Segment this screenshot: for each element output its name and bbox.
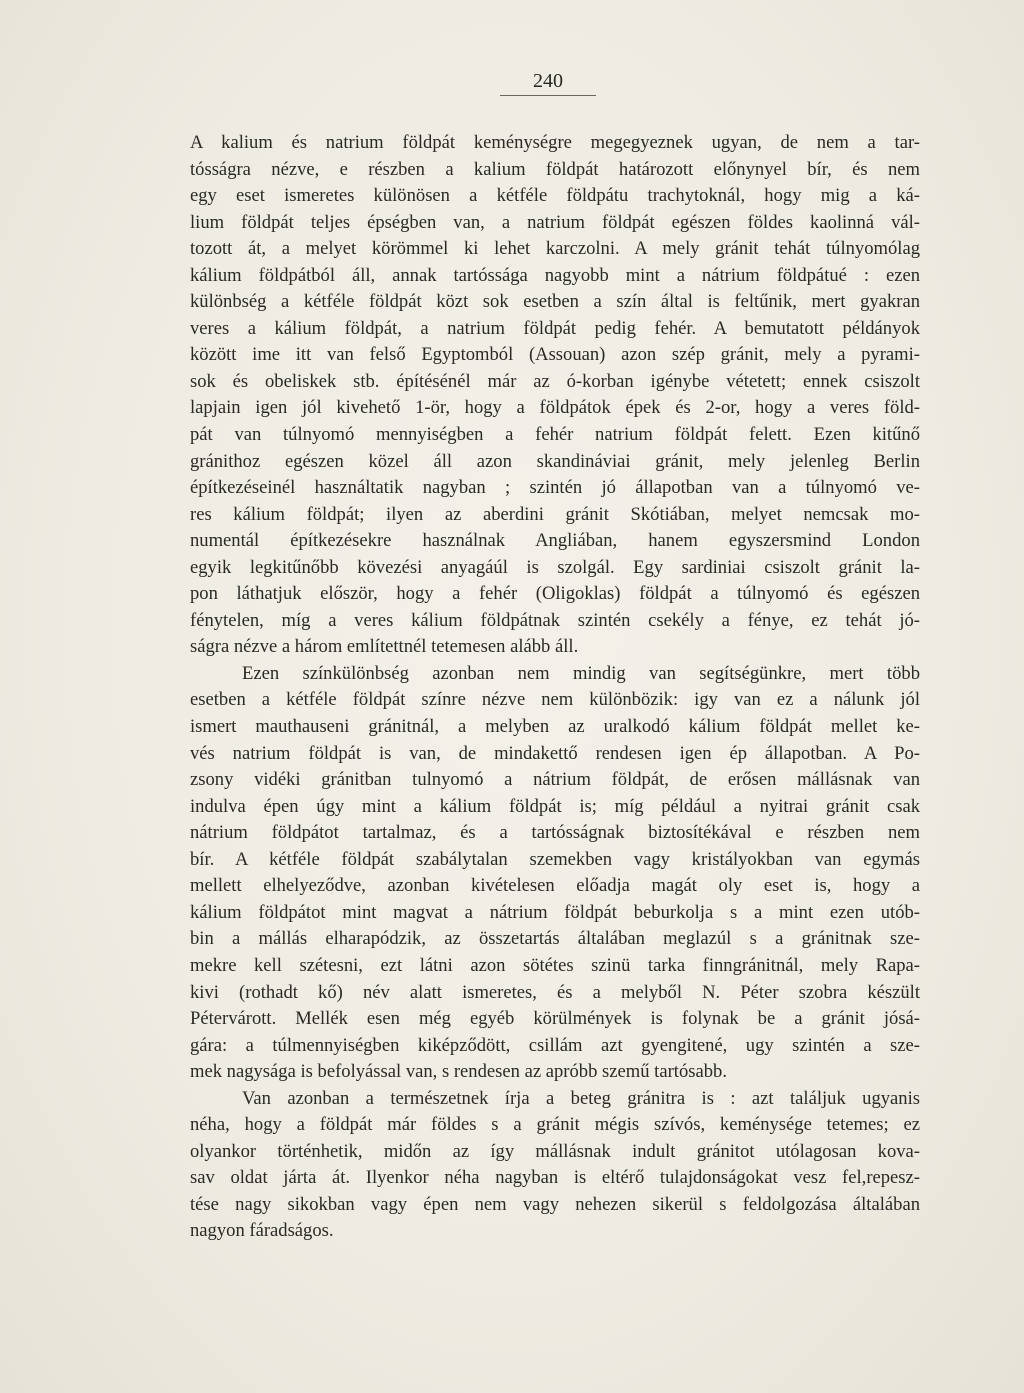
text-line: ismert mauthauseni gránitnál, a melyben az uralkodó kálium földpát mellet ke- <box>190 716 920 738</box>
page-number: 240 <box>500 70 596 96</box>
body-text <box>190 130 920 1245</box>
text-line: tósságra nézve, e részben a kalium földpát határozott előnynyel bír, és nem <box>190 158 920 180</box>
text-line: tozott át, a melyet körömmel ki lehet karczolni. A mely gránit tehát túlnyomólag <box>190 238 920 260</box>
text-line: olyankor történhetik, midőn az így mállásnak indult gránitot utólagosan kova- <box>190 1140 920 1162</box>
text-line: numentál építkezésekre használnak Angliában, hanem egyszersmind London <box>190 530 920 552</box>
text-line: néha, hogy a földpát már földes s a gránit mégis szívós, keménysége tetemes; ez <box>190 1114 920 1136</box>
text-line: indulva épen úgy mint a kálium földpát is; míg például a nyitrai gránit csak <box>190 795 920 817</box>
text-line: kivi (rothadt kő) név alatt ismeretes, és a melyből N. Péter szobra készült <box>190 981 920 1003</box>
text-line: tése nagy sikokban vagy épen nem vagy nehezen sikerül s feldolgozása általában <box>190 1193 920 1215</box>
text-line: gránithoz egészen közel áll azon skandináviai gránit, mely jelenleg Berlin <box>190 450 920 472</box>
text-line: res kálium földpát; ilyen az aberdini gránit Skótiában, melyet nemcsak mo- <box>190 503 920 525</box>
text-line: egy eset ismeretes különösen a kétféle földpátu trachytoknál, hogy mig a ká- <box>190 185 920 207</box>
text-line: pát van túlnyomó mennyiségben a fehér natrium földpát felett. Ezen kitűnő <box>190 424 920 446</box>
text-line: A kalium és natrium földpát keménységre megegyeznek ugyan, de nem a tar- <box>190 132 920 153</box>
text-line: gára: a túlmennyiségben kiképződött, csillám azt gyengitené, ugy szintén a sze- <box>190 1034 920 1056</box>
text-line: nátrium földpátot tartalmaz, és a tartósságnak biztosítékával e részben nem <box>190 822 920 844</box>
text-line: veres a kálium földpát, a natrium földpát pedig fehér. A bemutatott példányok <box>190 317 920 339</box>
text-line: különbség a kétféle földpát közt sok esetben a szín által is feltűnik, mert gyakran <box>190 291 920 313</box>
text-line: Van azonban a természetnek írja a beteg gránitra is : azt találjuk ugyanis <box>242 1087 920 1109</box>
text-line: mekre kell szétesni, ezt látni azon sötétes szinü tarka finngránitnál, mely Rapa- <box>190 954 920 976</box>
text-line: sok és obeliskek stb. építésénél már az ó-korban igénybe vétetett; ennek csiszolt <box>190 370 920 392</box>
text-line: kálium földpátból áll, annak tartóssága nagyobb mint a nátrium földpátué : ezen <box>190 264 920 286</box>
text-line: sav oldat járta át. Ilyenkor néha nagyban is eltérő tulajdonságokat vesz fel,repesz- <box>190 1167 920 1189</box>
text-line: mellett elhelyeződve, azonban kivételesen előadja magát oly eset is, hogy a <box>190 875 920 897</box>
text-line: lapjain igen jól kivehető 1-ör, hogy a földpátok épek és 2-or, hogy a veres föld- <box>190 397 920 419</box>
text-line: között ime itt van felső Egyptomból (Assouan) azon szép gránit, mely a pyrami- <box>190 344 920 366</box>
text-line: ságra nézve a három említettnél tetemesen alább áll. <box>190 636 579 658</box>
text-line: nagyon fáradságos. <box>190 1220 334 1242</box>
text-line: pon láthatjuk először, hogy a fehér (Oligoklas) földpát a túlnyomó és egészen <box>190 583 920 605</box>
text-line: bír. A kétféle földpát szabálytalan szemekben vagy kristályokban van egymás <box>190 848 920 870</box>
text-line: esetben a kétféle földpát színre nézve nem különbözik: igy van ez a nálunk jól <box>190 689 920 711</box>
text-line: egyik legkitűnőbb kövezési anyagáúl is szolgál. Egy sardiniai csiszolt gránit la- <box>190 556 920 578</box>
text-line: vés natrium földpát is van, de mindakettő rendesen igen ép állapotban. A Po- <box>190 742 920 764</box>
text-line: Ezen színkülönbség azonban nem mindig van segítségünkre, mert több <box>242 662 920 684</box>
text-line: kálium földpátot mint magvat a nátrium földpát beburkolja s a mint ezen utób- <box>190 901 920 923</box>
text-line: bin a mállás elharapódzik, az összetartás általában meglazúl s a gránitnak sze- <box>190 928 920 950</box>
text-line: zsony vidéki gránitban tulnyomó a nátrium földpát, de erősen mállásnak van <box>190 769 920 791</box>
text-line: mek nagysága is befolyással van, s rendesen az apróbb szemű tartósabb. <box>190 1061 727 1083</box>
text-line: építkezéseinél használtatik nagyban ; szintén jó állapotban van a túlnyomó ve- <box>190 477 920 499</box>
text-line: lium földpát teljes épségben van, a natrium földpát egészen földes kaolinná vál- <box>190 211 920 233</box>
text-line: fénytelen, míg a veres kálium földpátnak szintén csekély a fénye, ez tehát jó- <box>190 609 920 631</box>
text-line: Pétervárott. Mellék esen még egyéb körülmények is folynak be a gránit jósá- <box>190 1008 920 1030</box>
